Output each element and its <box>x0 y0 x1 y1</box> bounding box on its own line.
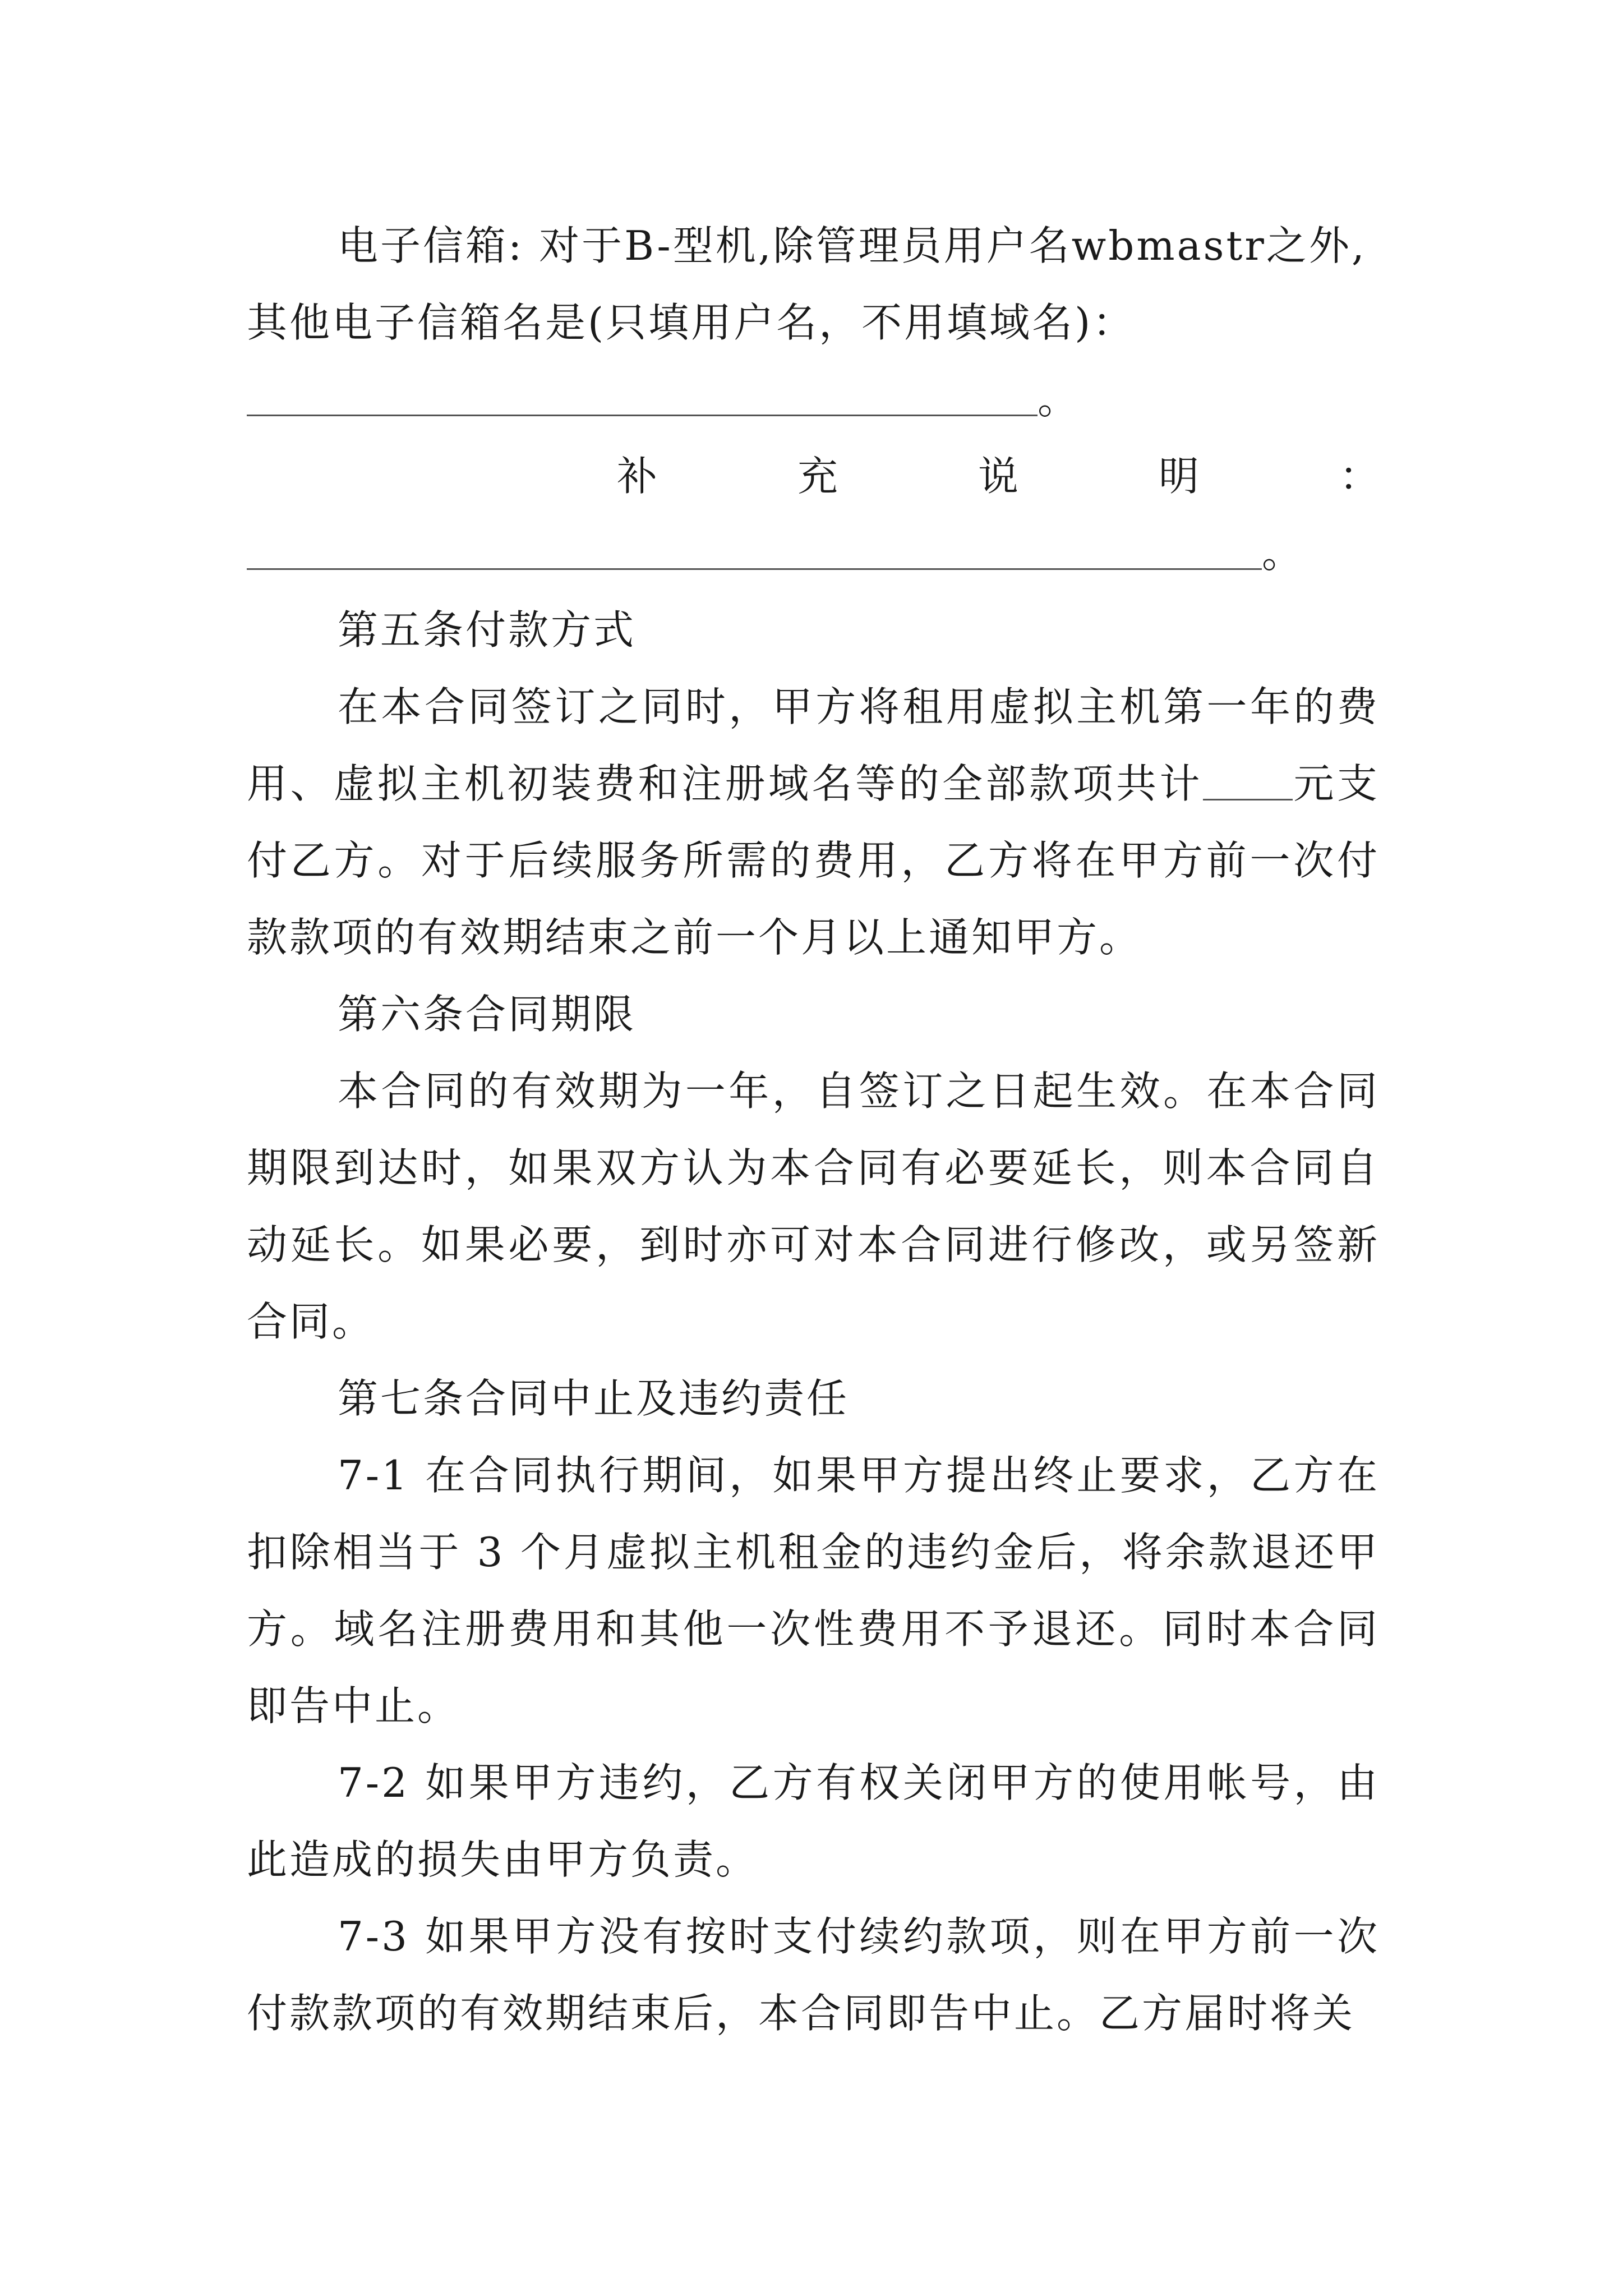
email-name-blank[interactable] <box>247 361 1038 416</box>
supplement-char-3: 说 <box>978 453 1018 500</box>
article5-heading: 第五条付款方式 <box>338 606 637 654</box>
contract-body <box>247 208 1380 2052</box>
article7-item1: 7-1 在合同执行期间，如果甲方提出终止要求，乙方在扣除相当于 3 个月虚拟主机租金的违约金后，将余款退还甲方。域名注册费用和其他一次性费用不予退还。同时本合同即告中止。 <box>247 1452 1380 1729</box>
email-clause-line3 <box>247 361 1380 438</box>
supplement-char-4: 明 <box>1158 453 1199 500</box>
supplement-char-5: ： <box>1339 453 1380 500</box>
article7-item3: 7-3 如果甲方没有按时支付续约款项，则在甲方前一次付款款项的有效期结束后，本合同即告中止。乙方届时将关 <box>247 1913 1380 2037</box>
article6-body: 本合同的有效期为一年，自签订之日起生效。在本合同期限到达时，如果双方认为本合同有必要延长，则本合同自动延长。如果必要，到时亦可对本合同进行修改，或另签新合同。 <box>247 1068 1380 1345</box>
email-clause-period: 。 <box>1038 376 1081 423</box>
article7-item2: 7-2 如果甲方违约，乙方有权关闭甲方的使用帐号，由此造成的损失由甲方负责。 <box>247 1759 1380 1883</box>
article5-body-part2: 元支付乙方。对于后续服务所需的费用，乙方将在甲方前一次付款款项的有效期结束之前一个月以上通知甲方。 <box>247 760 1380 961</box>
supplement-line <box>247 515 1380 592</box>
supplement-period: 。 <box>1262 530 1305 577</box>
supplement-char-2: 充 <box>797 453 838 500</box>
supplement-label <box>247 438 1380 515</box>
supplement-blank[interactable] <box>247 515 1262 570</box>
article6-heading: 第六条合同期限 <box>338 991 637 1038</box>
article5-body <box>247 669 1380 976</box>
supplement-char-1: 补 <box>617 453 658 500</box>
article7-heading: 第七条合同中止及违约责任 <box>338 1375 850 1422</box>
payment-amount-blank[interactable] <box>1203 746 1293 800</box>
article5-body-part1: 在本合同签订之同时，甲方将租用虚拟主机第一年的费用、虚拟主机初装费和注册域名等的全部款项共计 <box>247 683 1380 807</box>
email-clause-line2: 其他电子信箱名是(只填用户名，不用填域名)： <box>247 299 1136 346</box>
email-clause-line1: 电子信箱: 对于B-型机,除管理员用户名wbmastr之外, <box>338 222 1367 269</box>
